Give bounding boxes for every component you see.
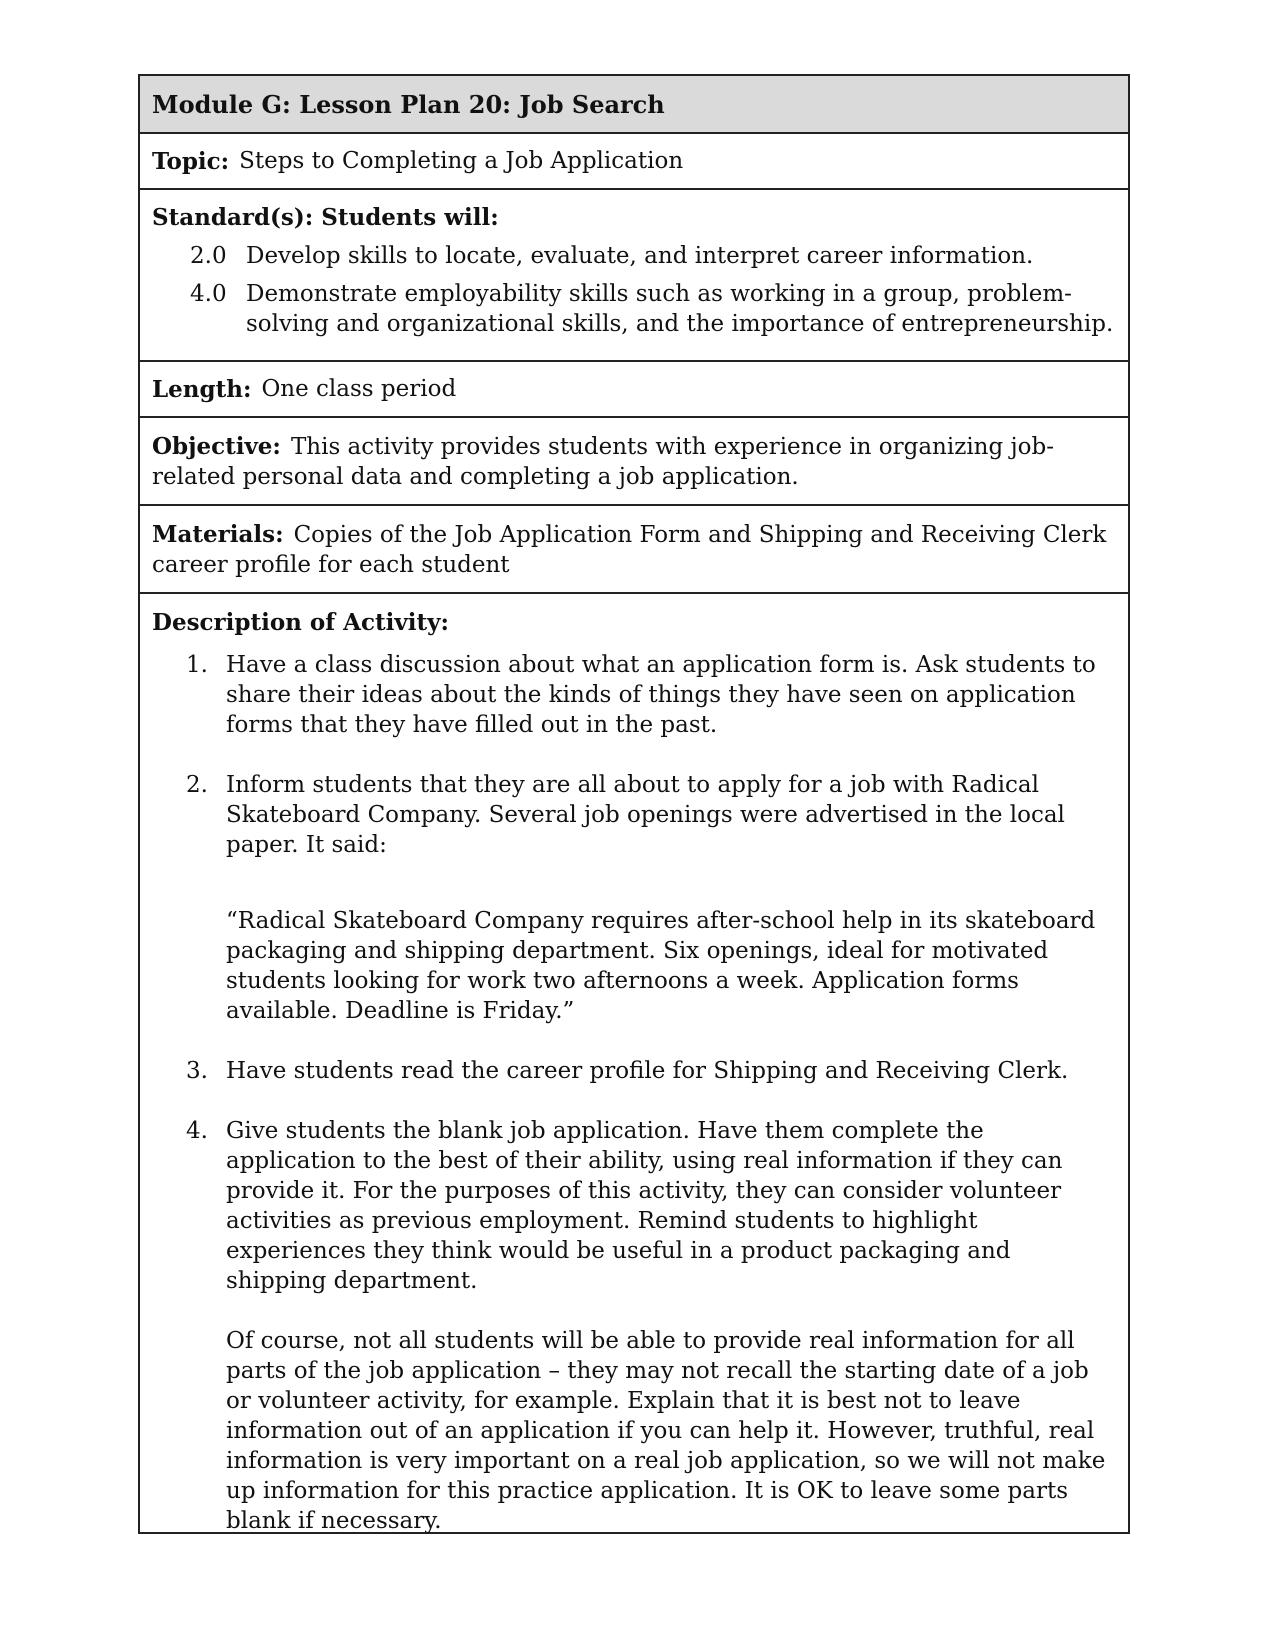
lesson-title: Module G: Lesson Plan 20: Job Search <box>152 89 665 119</box>
materials-value: Copies of the Job Application Form and Shipping and Receiving Clerk career profile for each student <box>152 522 1107 578</box>
topic-label: Topic: <box>152 147 230 175</box>
lesson-title-row <box>140 76 1128 134</box>
length-label: Length: <box>152 375 252 403</box>
materials-label: Materials: <box>152 521 284 548</box>
activity-step <box>170 770 1116 1026</box>
objective-value: This activity provides students with experience in organizing job-related personal data and completing a job application. <box>152 434 1055 490</box>
description-row <box>140 594 1128 1536</box>
description-heading: Description of Activity: <box>152 609 449 636</box>
job-ad-quote: “Radical Skateboard Company requires after-school help in its skateboard packaging and shipping department. Six openings, ideal for motivated students looking for work two afternoons a week. Application forms available. Deadline is Friday.” <box>226 908 1096 1024</box>
objective-row <box>140 418 1128 506</box>
step-body <box>226 770 1116 1026</box>
standards-row <box>140 190 1128 362</box>
step-text: Inform students that they are all about to apply for a job with Radical Skateboard Company. Several job openings were advertised in the local paper. It said: <box>226 772 1065 858</box>
step-text: Have a class discussion about what an application form is. Ask students to share their ideas about the kinds of things they have seen on application forms that they have filled out in the past. <box>226 652 1096 738</box>
step-body <box>226 1116 1116 1536</box>
standard-text: Develop skills to locate, evaluate, and interpret career information. <box>246 243 1034 269</box>
materials-row <box>140 506 1128 594</box>
step-number: 2. <box>186 772 208 798</box>
standard-number: 4.0 <box>190 281 227 307</box>
length-value: One class period <box>261 376 457 402</box>
activity-step <box>170 1056 1116 1086</box>
standard-number: 2.0 <box>190 243 227 269</box>
step-number: 4. <box>186 1118 208 1144</box>
topic-value: Steps to Completing a Job Application <box>239 148 684 174</box>
standard-item <box>190 279 1116 339</box>
lesson-plan-table <box>138 74 1130 1534</box>
length-row <box>140 362 1128 418</box>
step-body <box>226 650 1116 740</box>
activity-step <box>170 1116 1116 1536</box>
standard-text: Demonstrate employability skills such as working in a group, problem-solving and organizational skills, and the importance of entrepreneurship. <box>246 281 1114 337</box>
step-note: Of course, not all students will be able to provide real information for all parts of the job application – they may not recall the starting date of a job or volunteer activity, for example. Explain that it is best not to leave information out of an application if you can help it. However, truthful, real information is very important on a real job application, so we will not make up information for this practice application. It is OK to leave some parts blank if necessary. <box>226 1328 1106 1534</box>
step-body <box>226 1056 1068 1086</box>
step-number: 1. <box>186 652 208 678</box>
objective-label: Objective: <box>152 433 281 460</box>
activity-step <box>170 650 1116 740</box>
topic-row <box>140 134 1128 190</box>
step-text: Give students the blank job application. Have them complete the application to the best of their ability, using real information if they can provide it. For the purposes of this activity, they can consider volunteer activities as previous employment. Remind students to highlight experiences they think would be useful in a product packaging and shipping department. <box>226 1118 1063 1294</box>
standards-heading: Standard(s): Students will: <box>152 204 499 231</box>
step-number: 3. <box>186 1058 208 1084</box>
standard-item <box>190 241 1116 271</box>
step-text: Have students read the career profile for Shipping and Receiving Clerk. <box>226 1058 1069 1084</box>
